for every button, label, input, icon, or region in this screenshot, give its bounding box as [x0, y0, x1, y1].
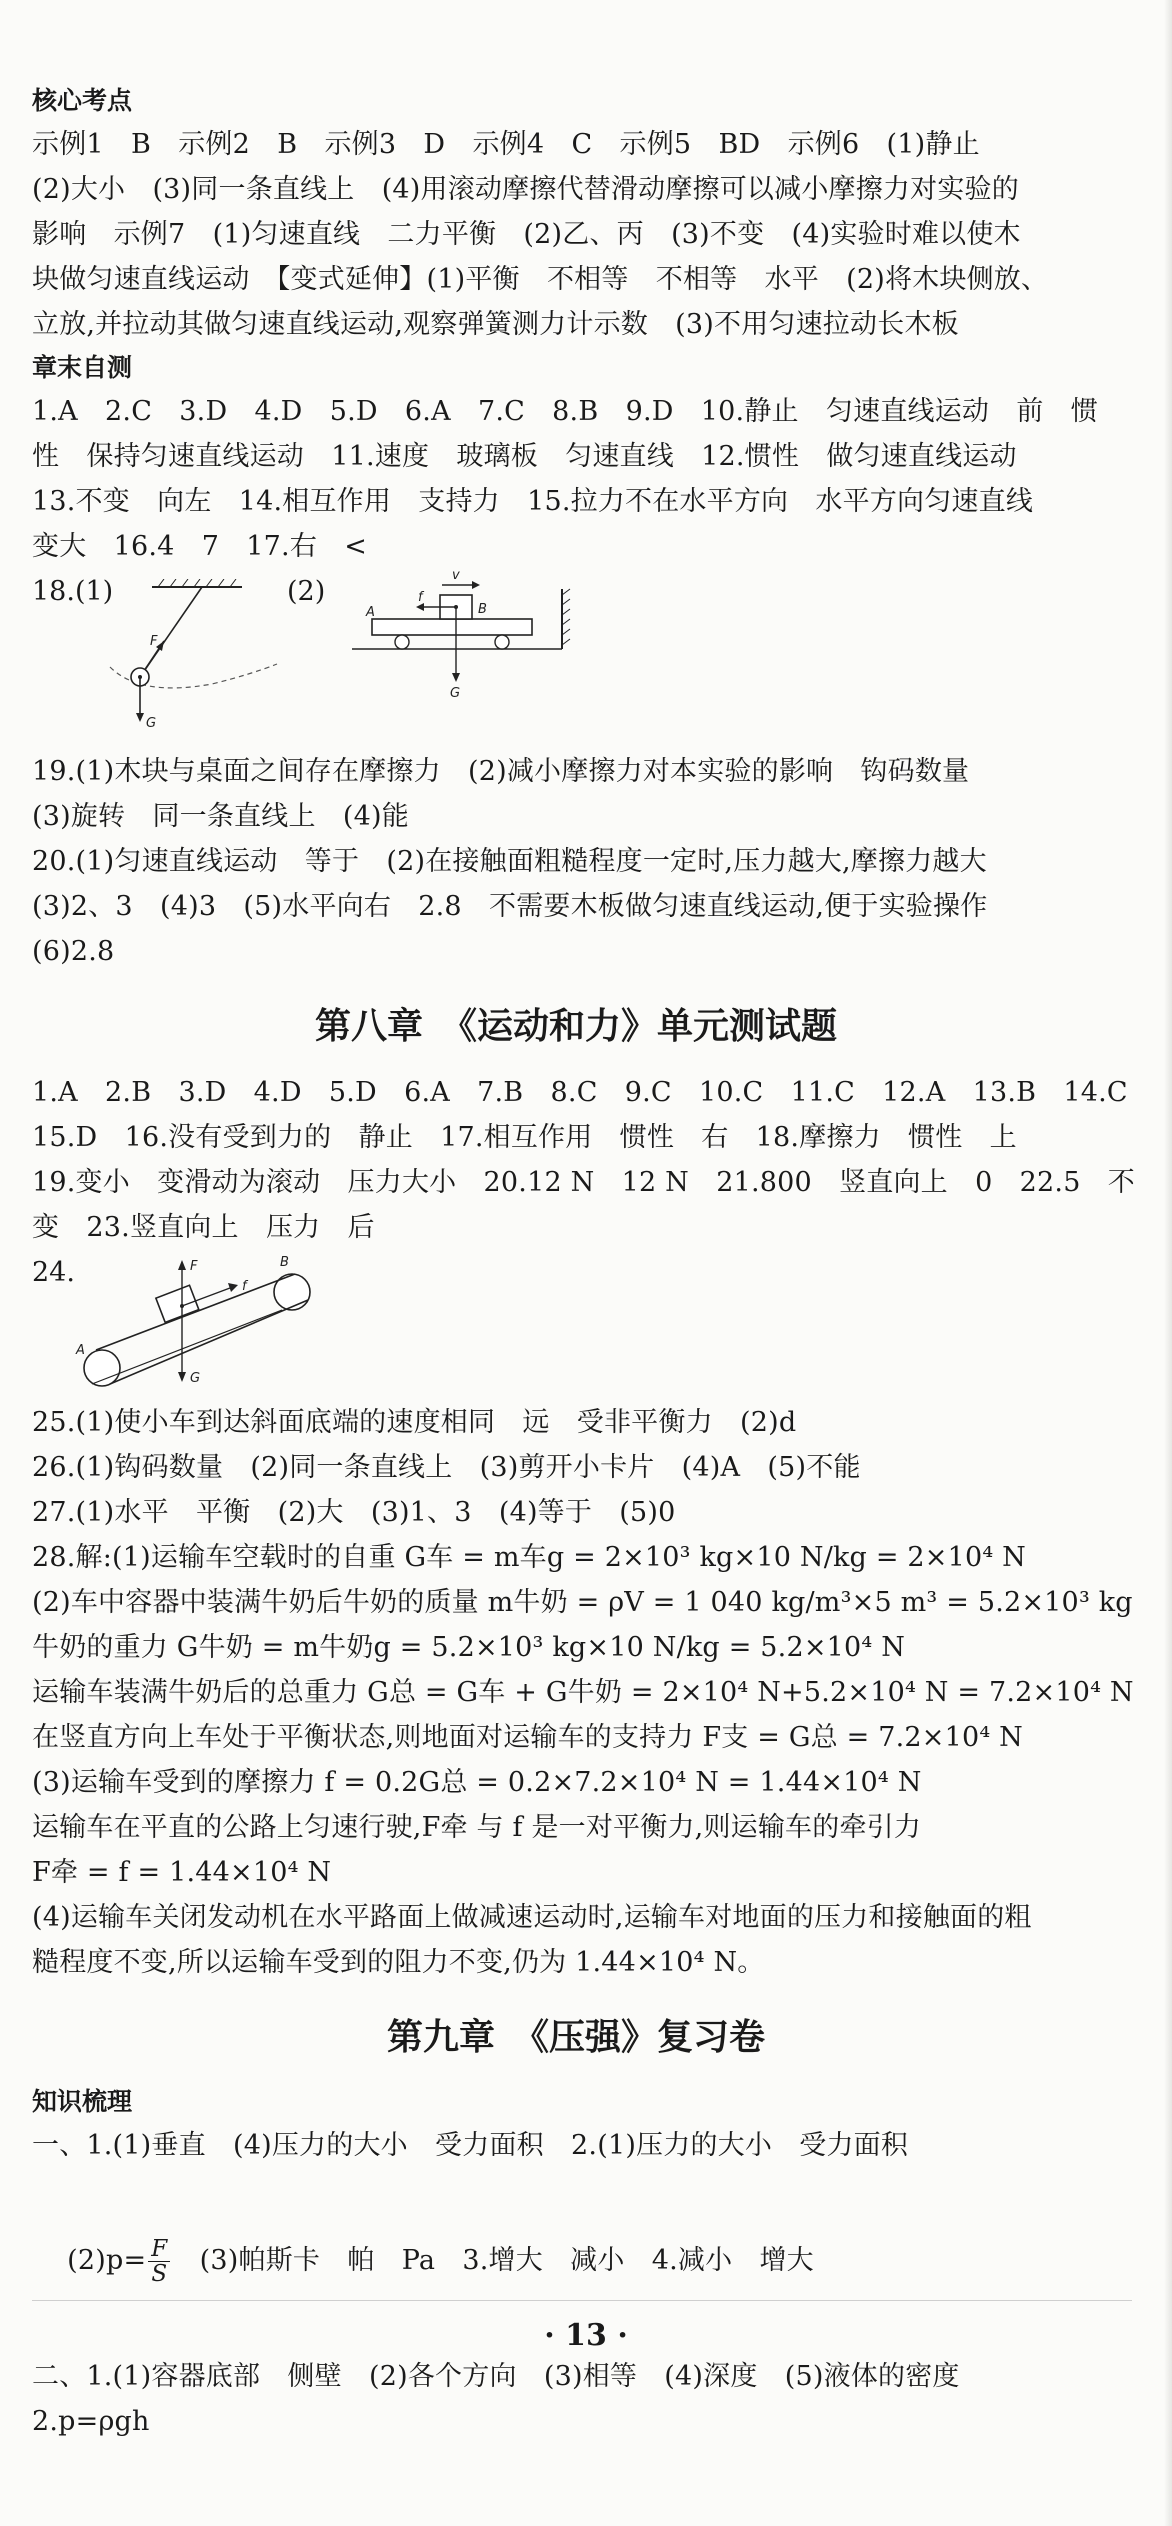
- text-line: 变 23.竖直向上 压力 后: [32, 1212, 375, 1243]
- page-edge-shadow: [1164, 0, 1172, 2526]
- text-line: 块做匀速直线运动 【变式延伸】(1)平衡 不相等 不相等 水平 (2)将木块侧放、: [32, 264, 1049, 295]
- text-line: 15.D 16.没有受到力的 静止 17.相互作用 惯性 右 18.摩擦力 惯性 上: [32, 1122, 1017, 1153]
- text-line: 二、1.(1)容器底部 侧壁 (2)各个方向 (3)相等 (4)深度 (5)液体的密度: [32, 2361, 960, 2392]
- conveyor-figure: [52, 1250, 332, 1404]
- label-A: A: [366, 605, 375, 620]
- text-line: (3)运输车受到的摩擦力 f = 0.2G总 = 0.2×7.2×10⁴ N = 1.44×10⁴ N: [32, 1767, 922, 1798]
- text-line: 28.解:(1)运输车空载时的自重 G车 = m车g = 2×10³ kg×10 N/kg = 2×10⁴ N: [32, 1542, 1027, 1573]
- force-label-F: F: [190, 1259, 198, 1274]
- cart-block-figure: [332, 569, 592, 748]
- force-label-f: f: [418, 590, 423, 605]
- text-line: 一、1.(1)垂直 (4)压力的大小 受力面积 2.(1)压力的大小 受力面积: [32, 2130, 909, 2161]
- text-line: 牛奶的重力 G牛奶 = m牛奶g = 5.2×10³ kg×10 N/kg = 5.2×10⁴ N: [32, 1632, 906, 1663]
- label-A: A: [76, 1343, 85, 1358]
- section-heading-chapter-test: 章末自测: [32, 353, 133, 382]
- text-line: 立放,并拉动其做匀速直线运动,观察弹簧测力计示数 (3)不用匀速拉动长木板: [32, 309, 959, 340]
- force-label-G: G: [190, 1371, 201, 1386]
- formula-suffix: (3)帕斯卡 帕 Pa 3.增大 减小 4.减小 增大: [172, 2245, 814, 2276]
- text-line: 1.A 2.B 3.D 4.D 5.D 6.A 7.B 8.C 9.C 10.C 11.C 12.A 13.B 14.C: [32, 1077, 1128, 1108]
- chapter-9-title: 第九章 《压强》复习卷: [386, 2016, 765, 2058]
- text-line: (2)车中容器中装满牛奶后牛奶的质量 m牛奶 = ρV = 1 040 kg/m³×5 m³ = 5.2×10³ kg: [32, 1587, 1133, 1618]
- text-line: (2)大小 (3)同一条直线上 (4)用滚动摩擦代替滑动摩擦可以减小摩擦力对实验的: [32, 174, 1019, 205]
- text-line: 19.(1)木块与桌面之间存在摩擦力 (2)减小摩擦力对本实验的影响 钩码数量: [32, 756, 970, 787]
- text-line: (6)2.8: [32, 936, 115, 967]
- text-line: 27.(1)水平 平衡 (2)大 (3)1、3 (4)等于 (5)0: [32, 1497, 676, 1528]
- text-line: 示例1 B 示例2 B 示例3 D 示例4 C 示例5 BD 示例6 (1)静止: [32, 129, 980, 160]
- text-line: 19.变小 变滑动为滚动 压力大小 20.12 N 12 N 21.800 竖直向上 0 22.5 不: [32, 1167, 1135, 1198]
- force-label-f: f: [242, 1279, 247, 1294]
- chapter-8-title: 第八章 《运动和力》单元测试题: [314, 1005, 837, 1047]
- q24-label: 24.: [32, 1257, 75, 1288]
- text-line: 性 保持匀速直线运动 11.速度 玻璃板 匀速直线 12.惯性 做匀速直线运动: [32, 441, 1017, 472]
- q18-figure-row: [32, 569, 1120, 749]
- page-number: · 13 ·: [544, 2318, 628, 2353]
- section-heading-core: 核心考点: [32, 86, 133, 115]
- text-line: 25.(1)使小车到达斜面底端的速度相同 远 受非平衡力 (2)d: [32, 1407, 797, 1438]
- text-line: 20.(1)匀速直线运动 等于 (2)在接触面粗糙程度一定时,压力越大,摩擦力越大: [32, 846, 987, 877]
- text-line: 在竖直方向上车处于平衡状态,则地面对运输车的支持力 F支 = G总 = 7.2×10⁴ N: [32, 1722, 1023, 1753]
- force-label-F: F: [150, 634, 158, 649]
- velocity-label-v: v: [452, 569, 460, 583]
- text-line: (3)旋转 同一条直线上 (4)能: [32, 801, 409, 832]
- text-line: F牵 = f = 1.44×10⁴ N: [32, 1857, 332, 1888]
- fraction-denominator: S: [151, 2261, 168, 2287]
- text-line: 2.p=ρgh: [32, 2406, 150, 2437]
- force-label-G: G: [146, 716, 157, 731]
- force-label-G: G: [450, 686, 461, 701]
- label-B: B: [280, 1255, 289, 1270]
- fraction-numerator: F: [148, 2237, 170, 2262]
- section-heading-knowledge: 知识梳理: [32, 2087, 133, 2116]
- text-line: 变大 16.4 7 17.右 <: [32, 531, 368, 562]
- answer-page: [32, 80, 1135, 2444]
- q18-label: 18.(1): [32, 576, 114, 607]
- text-line: 运输车在平直的公路上匀速行驶,F牵 与 f 是一对平衡力,则运输车的牵引力: [32, 1812, 922, 1843]
- text-line: 13.不变 向左 14.相互作用 支持力 15.拉力不在水平方向 水平方向匀速直线: [32, 486, 1034, 517]
- q24-figure-row: [32, 1250, 1120, 1400]
- text-line: 影响 示例7 (1)匀速直线 二力平衡 (2)乙、丙 (3)不变 (4)实验时难以使木: [32, 219, 1021, 250]
- pressure-fraction: [148, 2237, 170, 2286]
- q18-sub2-label: (2): [287, 576, 326, 607]
- label-B: B: [478, 602, 487, 617]
- bottom-divider: [32, 2300, 1132, 2301]
- text-line: (4)运输车关闭发动机在水平路面上做减速运动时,运输车对地面的压力和接触面的粗: [32, 1902, 1032, 1933]
- text-line: 26.(1)钩码数量 (2)同一条直线上 (3)剪开小卡片 (4)A (5)不能: [32, 1452, 861, 1483]
- formula-prefix: (2)p=: [67, 2245, 147, 2276]
- text-line: 糙程度不变,所以运输车受到的阻力不变,仍为 1.44×10⁴ N。: [32, 1947, 765, 1978]
- text-line: (3)2、3 (4)3 (5)水平向右 2.8 不需要木板做匀速直线运动,便于实验操作: [32, 891, 988, 922]
- text-line: 1.A 2.C 3.D 4.D 5.D 6.A 7.C 8.B 9.D 10.静止 匀速直线运动 前 惯: [32, 396, 1098, 427]
- text-line: 运输车装满牛奶后的总重力 G总 = G车 + G牛奶 = 2×10⁴ N+5.2×10⁴ N = 7.2×10⁴ N: [32, 1677, 1134, 1708]
